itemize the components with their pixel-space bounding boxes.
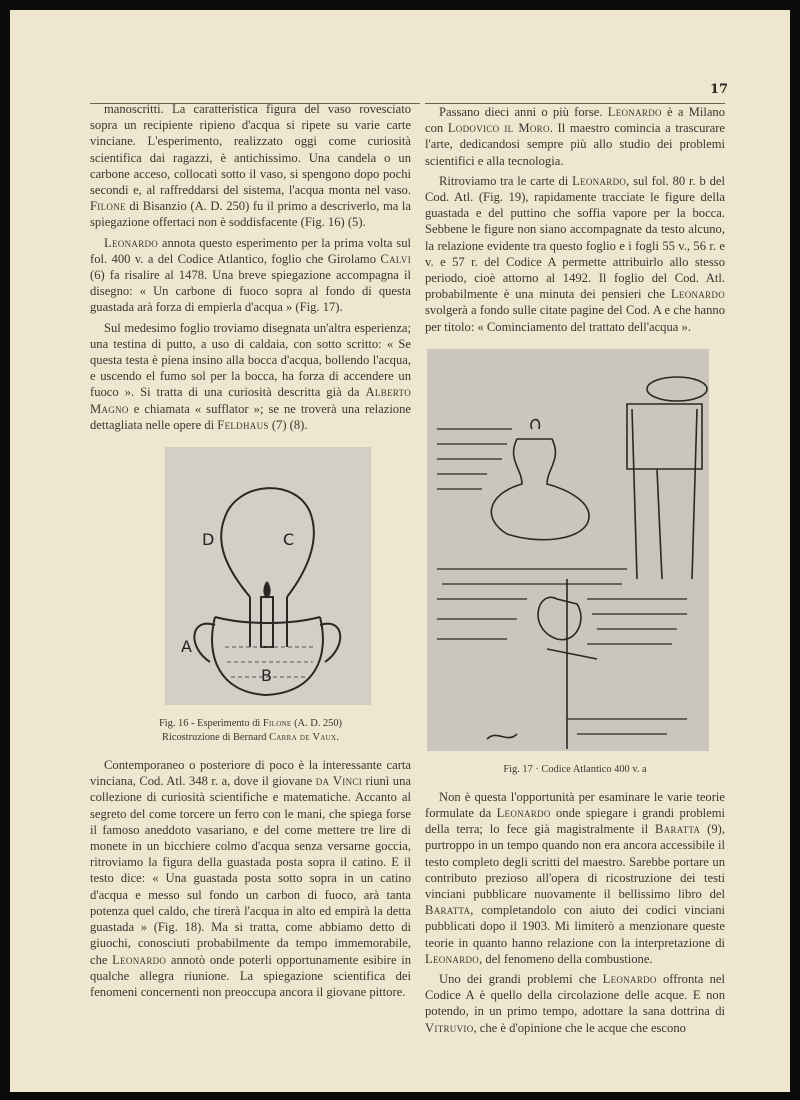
page-number: 17	[710, 82, 729, 97]
name-smallcaps: Calvi	[380, 251, 411, 266]
text-run: , del fenomeno della combustione.	[479, 951, 653, 966]
paragraph	[90, 235, 411, 316]
paragraph	[90, 757, 411, 1000]
text-run: (6) fa risalire al 1478. Una breve spiegazione accompagna il disegno: « Un carbone di fuoco sopra al fondo di questa guastada arà forza di empierla d'acqua » (Fig. 17).	[90, 268, 411, 315]
text-run: svolgerà a fondo sulle citate pagine del Cod. A e che hanno per titolo: « Cominciamento del trattato dell'acqua ».	[425, 303, 725, 334]
name-smallcaps: Leonardo	[425, 951, 480, 966]
name-smallcaps: Leonardo	[112, 952, 167, 967]
name-smallcaps: Leonardo	[572, 173, 627, 188]
name-smallcaps: Vitruvio	[425, 1020, 474, 1035]
name-smallcaps: Leonardo	[104, 235, 159, 250]
text-run: manoscritti. La caratteristica figura del vaso rovesciato sopra un recipiente ripieno d'acqua si ripete su varie carte vinciane. L'esperimento, realizzato oggi come curiosità scientifica dai ragazzi, è antichissimo. Una candela o un carbone acceso, collocati sotto il vaso, si spengono dopo pochi secondi e, al raffreddarsi del sistema, l'acqua monta nel vaso.	[90, 102, 411, 198]
paragraph	[90, 101, 411, 231]
name-smallcaps: Baratta	[655, 822, 701, 837]
text-run: offronta nel Codice A è quello della circolazione delle acque. E non potendo, in un primo tempo, adottare la sana dottrina di	[425, 972, 726, 1019]
text-run: Fig. 16 - Esperimento di	[159, 718, 263, 730]
text-run: (A. D. 250)	[291, 718, 342, 730]
paragraph	[90, 320, 411, 433]
text-run: Uno dei grandi problemi che	[439, 972, 603, 987]
name-smallcaps: Feldhaus	[217, 417, 269, 432]
figure-16-caption	[90, 717, 411, 745]
label-c: C	[283, 530, 295, 550]
label-d: D	[202, 530, 215, 550]
label-a: A	[181, 637, 192, 657]
text-run: è a Milano con	[425, 105, 725, 136]
text-run: Non è questa l'opportunità per esaminare le varie teorie formulate da	[425, 789, 725, 821]
page	[10, 10, 790, 1092]
text-run: Ricostruzione di Bernard	[162, 732, 270, 744]
name-smallcaps: Leonardo	[607, 105, 662, 119]
name-smallcaps: Carra de Vaux	[269, 732, 337, 744]
text-run: . Il maestro comincia a trascurare l'arte, dedicandosi sempre più allo studio dei problemi scientifici e alla tecnologia.	[425, 121, 725, 168]
paragraph	[425, 789, 725, 967]
name-smallcaps: Baratta	[425, 903, 471, 918]
text-run: (9), purtroppo in un tempo quando non era ancora accessibile il testo completo degli scritti del maestro. Sarebbe portare un contributo prezioso all'opera di ricostruzione dei testi vinciani pubblicare nuovamente il bellissimo libro del	[425, 822, 725, 902]
caption-line	[90, 731, 411, 745]
text-run: , sul fol. 80 r. b del Cod. Atl. (Fig. 19), rapidamente tracciate le figure della guastada e del puttino che soffia vapore per la bocca. Sebbene le figure non siano accompagnate da testo alcuno, la relazione evidente tra questo foglio e i fogli 55 v., 56 r. e v. e 57 r. del Codice A permette attribuirlo allo stesso periodo, cioè attorno al 1492. Il foglio del Cod. Atl. probabilmente è una minuta dei pensieri che	[425, 173, 725, 302]
text-run: riunì una collezione di curiosità scientifiche e matematiche. Accanto al segreto del come torcere un ferro con le mani, che spiega forse il famoso aneddoto vasariano, e del come mettere tre lire di monete in un bicchiere colmo d'acqua senza versarne goccia, ritroviamo la figura della guastada posta sopra il catino. E il testo dice: « Una guastada posta sotto sopra in un catino d'acqua e messo sul fondo un carbon di fuoco, arà tanta potenza quel caldo, che tirerà l'acqua in alto ed empirà la detta guastada » (Fig. 18). Ma si tratta, come abbiamo detto di giuochi, conosciuti probabilmente da tempo immemorabile, che	[90, 774, 411, 967]
figure-17-image	[427, 349, 709, 751]
text-run: e chiamata « sufflator »; se ne troverà una relazione dettagliata nelle opere di	[90, 401, 411, 432]
label-b: B	[261, 666, 272, 686]
text-run: annotò onde poterli opportunamente esibire in qualche allegra riunione. La spiegazione scientifica dei fenomeni concernenti non preoccupa ancora il giovane pittore.	[90, 952, 411, 999]
name-smallcaps: Leonardo	[670, 287, 725, 302]
paragraph	[425, 173, 725, 335]
left-column-top	[90, 101, 411, 433]
paragraph	[425, 104, 725, 169]
text-run: di Bisanzio (A. D. 250) fu il primo a descriverlo, ma la spiegazione offertaci non è soddisfacente (Fig. 16) (5).	[90, 199, 411, 230]
text-run: , completandolo con aiuto dei codici vinciani pubblicati dopo il 1903. Mi limiterò a menzionare queste teorie in quanto hanno relazione con la interpretazione di	[425, 903, 725, 950]
text-run: .	[336, 732, 339, 744]
right-column	[425, 104, 725, 1040]
figure-17-caption	[425, 763, 725, 777]
name-smallcaps: Lodovico il Moro	[447, 121, 550, 136]
text-run: annota questo esperimento per la prima volta sul fol. 400 v. a del Codice Atlantico, foglio che Girolamo	[90, 235, 411, 266]
right-column-top	[425, 104, 725, 335]
caption-line	[90, 717, 411, 731]
text-run: Ritroviamo tra le carte di	[439, 173, 573, 188]
text-run: (7) (8).	[268, 417, 308, 432]
text-run: Sul medesimo foglio troviamo disegnata un'altra esperienza; una testina di putto, a uso di caldaia, con sotto scritto: « Se questa testa è piena insino alla bocca d'acqua, bollendo l'acqua, e uscendo el fumo sol per la bocca, ha forza di accendere un fuoco ». Si tratta di una curiosità descritta già da	[90, 320, 411, 400]
text-run: onde spiegare i grandi problemi della terra; lo fece già magistralmente il	[425, 806, 726, 837]
figure-16-image	[165, 447, 371, 705]
name-smallcaps: Alberto Magno	[90, 385, 411, 416]
name-smallcaps: Filone	[90, 199, 126, 214]
text-run: , che è d'opinione che le acque che escono	[473, 1020, 686, 1035]
right-column-bottom	[425, 789, 725, 1036]
paragraph	[425, 971, 725, 1036]
name-smallcaps: Filone	[262, 718, 292, 730]
text-run: Fig. 17 · Codice Atlantico 400 v. a	[503, 763, 647, 775]
text-run: Contemporaneo o posteriore di poco è la interessante carta vinciana, Cod. Atl. 348 r. a, dove il giovane	[90, 758, 411, 789]
name-smallcaps: Leonardo	[496, 806, 551, 821]
left-column-bottom	[90, 757, 411, 1000]
text-run: Passano dieci anni o più forse.	[439, 105, 608, 119]
name-smallcaps: da Vinci	[315, 774, 362, 789]
caption-line	[425, 763, 725, 777]
name-smallcaps: Leonardo	[602, 972, 657, 987]
left-column	[90, 101, 411, 1004]
